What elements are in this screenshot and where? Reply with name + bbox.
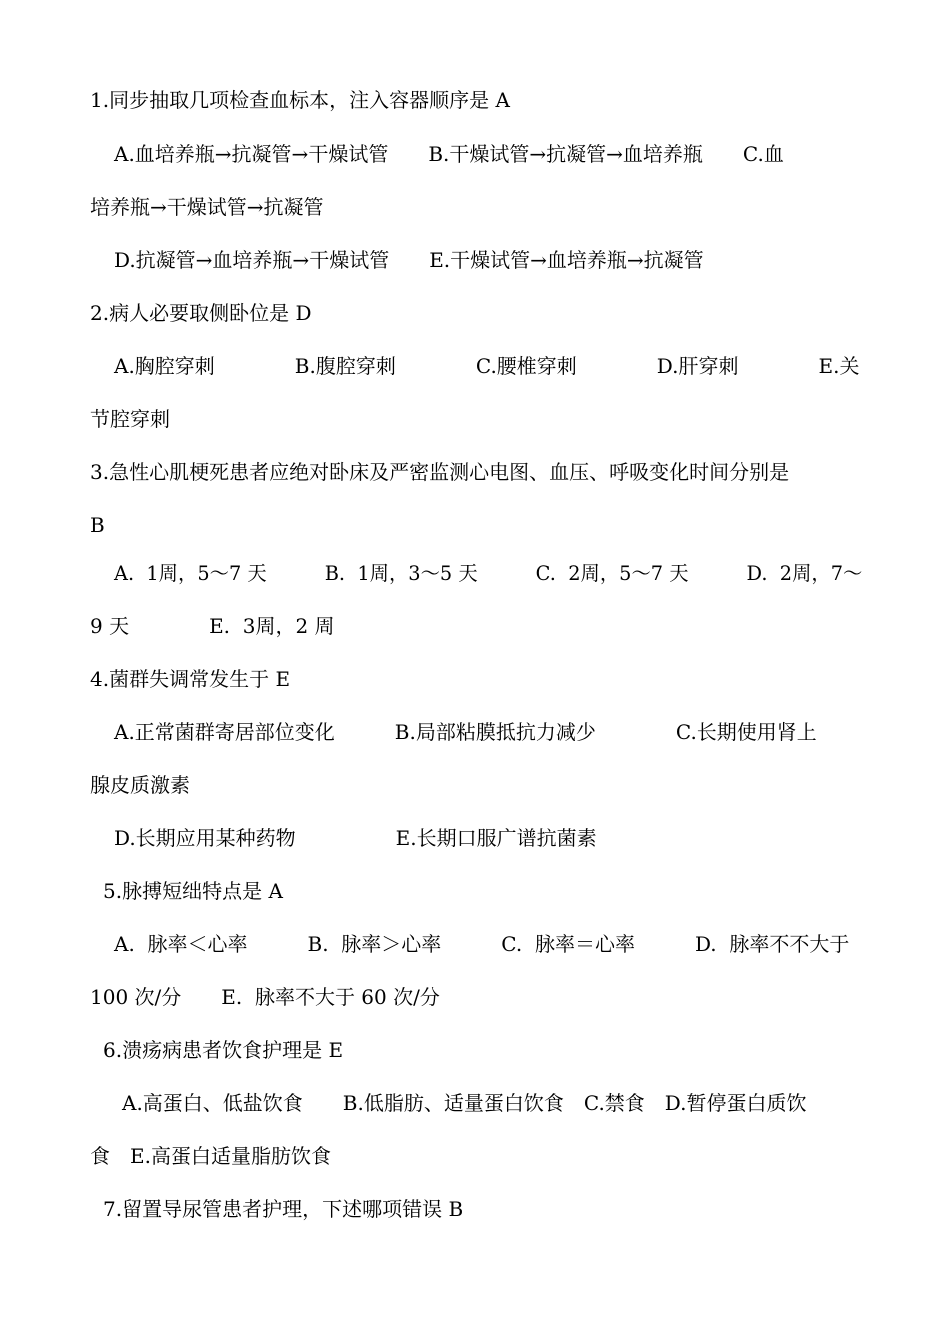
q4-options-line3: D.长期应用某种药物 E.长期口服广谱抗菌素	[114, 826, 597, 850]
q7-question: 7.留置导尿管患者护理，下述哪项错误 B	[103, 1197, 464, 1221]
q2-question: 2.病人必要取侧卧位是 D	[90, 301, 312, 325]
q6-options-line1: A.高蛋白、低盐饮食 B.低脂肪、适量蛋白饮食 C.禁食 D.暂停蛋白质饮	[122, 1091, 807, 1115]
q2-options-line1: A.胸腔穿刺 B.腹腔穿刺 C.腰椎穿刺 D.肝穿刺 E.关	[114, 354, 860, 378]
q5-question: 5.脉搏短绌特点是 A	[103, 879, 283, 903]
q6-question: 6.溃疡病患者饮食护理是 E	[103, 1038, 344, 1062]
q5-options-line2: 100 次/分 E. 脉率不大于 60 次/分	[90, 985, 440, 1009]
q1-options-line1: A.血培养瓶→抗凝管→干燥试管 B.干燥试管→抗凝管→血培养瓶 C.血	[114, 142, 784, 166]
q3-options-line2: 9 天 E. 3周，2 周	[90, 614, 335, 638]
q6-options-line2: 食 E.高蛋白适量脂肪饮食	[90, 1144, 331, 1168]
q2-options-line2: 节腔穿刺	[90, 407, 170, 431]
q4-options-line1: A.正常菌群寄居部位变化 B.局部粘膜抵抗力减少 C.长期使用肾上	[114, 720, 817, 744]
q1-question: 1.同步抽取几项检查血标本，注入容器顺序是 A	[90, 88, 510, 112]
q3-question-line1: 3.急性心肌梗死患者应绝对卧床及严密监测心电图、血压、呼吸变化时间分别是	[90, 460, 790, 484]
q5-options-line1: A. 脉率＜心率 B. 脉率＞心率 C. 脉率＝心率 D. 脉率不不大于	[114, 932, 850, 956]
q1-options-line3: D.抗凝管→血培养瓶→干燥试管 E.干燥试管→血培养瓶→抗凝管	[114, 248, 704, 272]
q3-options-line1: A. 1周，5～7 天 B. 1周，3～5 天 C. 2周，5～7 天 D. 2周，7～	[114, 561, 863, 585]
q4-options-line2: 腺皮质激素	[90, 773, 190, 797]
q3-question-line2: B	[90, 513, 105, 537]
q1-options-line2: 培养瓶→干燥试管→抗凝管	[90, 195, 324, 219]
q4-question: 4.菌群失调常发生于 E	[90, 667, 291, 691]
